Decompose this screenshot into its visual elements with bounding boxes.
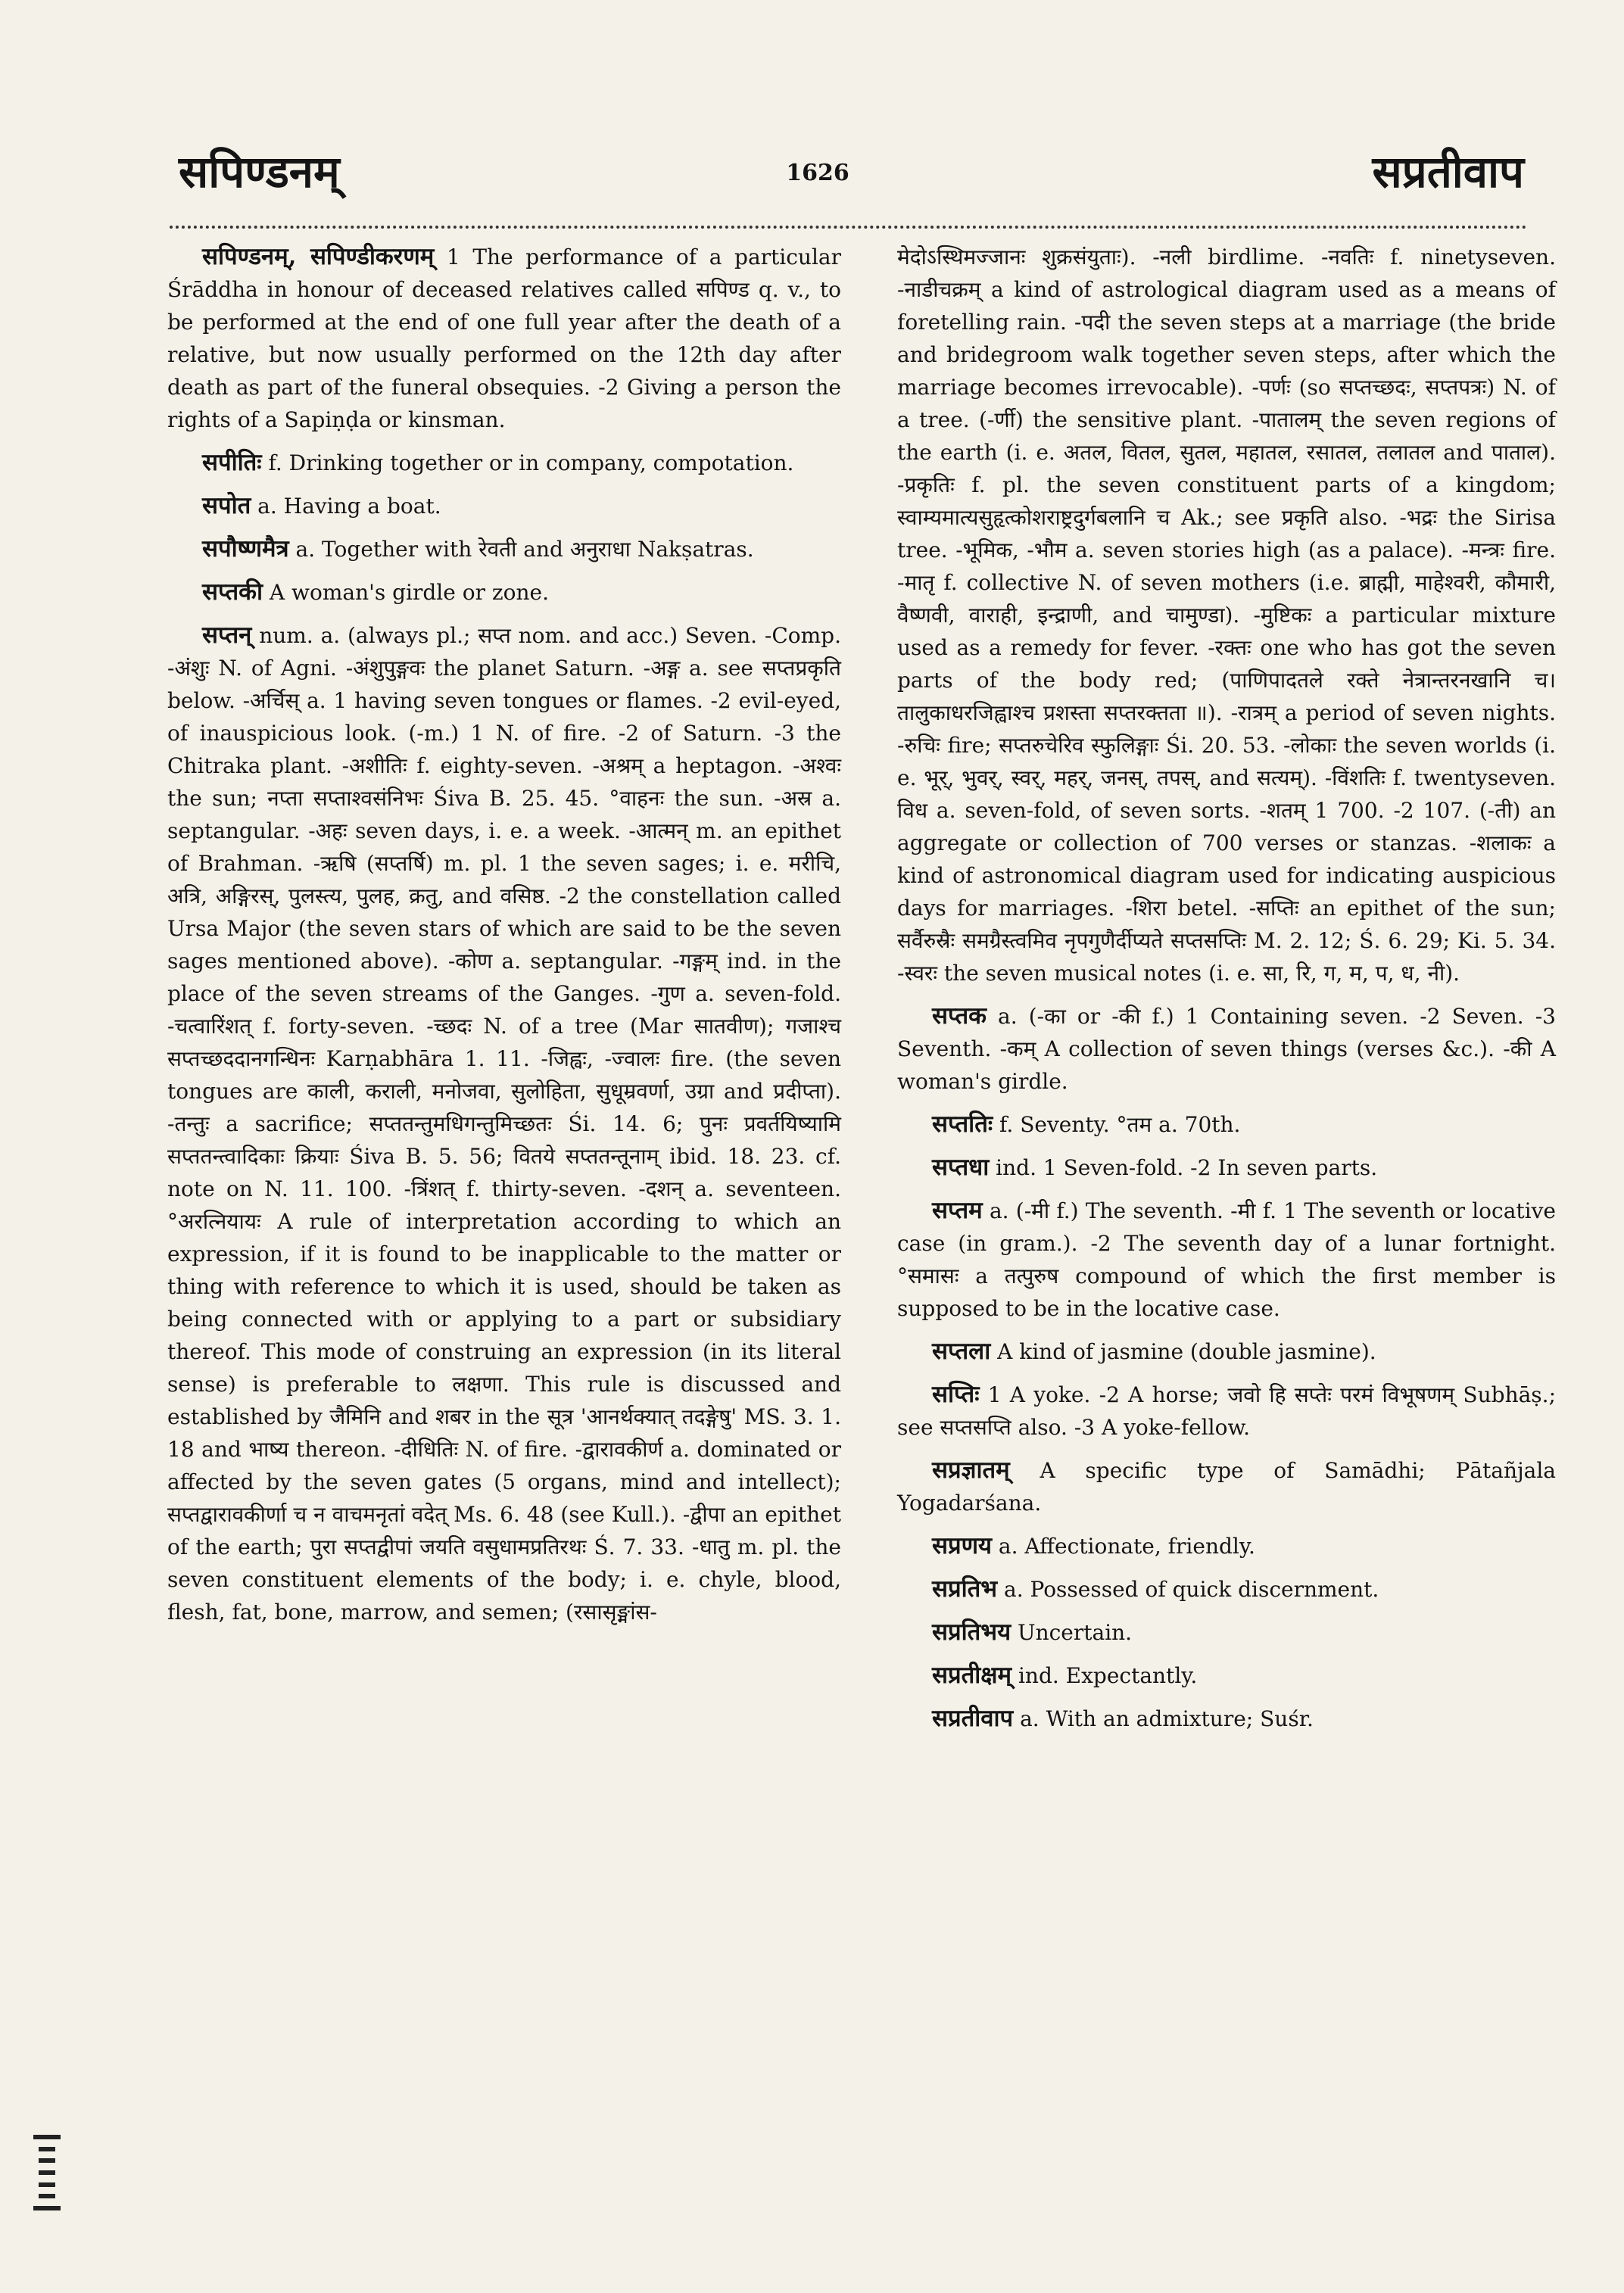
- entry: [167, 490, 841, 522]
- definition: A specific type of Samādhi; Pātañjala Yogadarśana.: [897, 1458, 1556, 1516]
- right-column: [897, 241, 1556, 1746]
- headword: सप्रतिभ: [932, 1575, 998, 1603]
- entry: [167, 576, 841, 609]
- definition: a. Together with रेवती and अनुराधा Nakṣatras.: [288, 537, 754, 562]
- definition: a. Possessed of quick discernment.: [997, 1577, 1379, 1602]
- headword: सपीतिः: [202, 449, 262, 476]
- headword: सप्तम: [932, 1197, 983, 1224]
- header-rule: [170, 226, 1527, 229]
- headword: सप्रतिभय: [932, 1618, 1011, 1646]
- headword: सप्रणय: [932, 1532, 992, 1559]
- definition: a. Having a boat.: [251, 494, 441, 519]
- definition: A kind of jasmine (double jasmine).: [990, 1339, 1376, 1364]
- left-column: [167, 241, 841, 1639]
- definition: a. With an admixture; Suśr.: [1013, 1706, 1314, 1731]
- entry: [897, 1151, 1556, 1184]
- headword: सप्रज्ञातम्: [932, 1456, 1010, 1484]
- headword: सप्तक: [932, 1002, 987, 1030]
- running-head-right: सप्रतीवाप: [1372, 146, 1524, 198]
- entry: [167, 241, 841, 436]
- definition: a. (-का or -की f.) 1 Containing seven. -2 Seven. -3 Seventh. -कम् A collection of seven things (verses &c.). -की A woman's girdle.: [897, 1004, 1556, 1094]
- definition: Uncertain.: [1011, 1620, 1133, 1645]
- running-head-left: सपिण्डनम्: [179, 146, 340, 198]
- headword: सप्तकी: [202, 578, 263, 606]
- margin-mark-icon: [33, 2135, 61, 2210]
- headword: सप्ततिः: [932, 1111, 993, 1138]
- entry: [897, 1379, 1556, 1444]
- entry-continuation: [897, 241, 1556, 989]
- entry: [167, 447, 841, 479]
- entry: [897, 1659, 1556, 1692]
- headword: सप्तिः: [932, 1381, 980, 1408]
- entry: [897, 1616, 1556, 1649]
- headword: सप्तला: [932, 1338, 991, 1365]
- definition: a. Affectionate, friendly.: [992, 1534, 1255, 1559]
- entry: [897, 1703, 1556, 1735]
- entry: [167, 619, 841, 1628]
- entry: [897, 1573, 1556, 1606]
- headword: सप्तन्: [202, 622, 252, 649]
- entry: [897, 1335, 1556, 1368]
- definition: a. (-मी f.) The seventh. -मी f. 1 The seventh or locative case (in gram.). -2 The seventh day of a lunar fortnight. °समासः a तत्पुरुष compound of which the first member is supposed to be in the locative case.: [897, 1198, 1556, 1321]
- headword: सप्रतीवाप: [932, 1705, 1014, 1732]
- entry: [897, 1108, 1556, 1141]
- definition: A woman's girdle or zone.: [263, 580, 549, 605]
- definition: 1 A yoke. -2 A horse; जवो हि सप्तेः परमं विभूषणम् Subhāṣ.; see सप्तसप्ति also. -3 A yoke-fellow.: [897, 1382, 1556, 1440]
- definition: 1 The performance of a particular Śrāddha in honour of deceased relatives called सपिण्ड q. v., to be performed at the end of one full year after the death of a relative, but now usually performed on the 12th day after death as part of the funeral obsequies. -2 Giving a person the rights of a Sapiṇḍa or kinsman.: [167, 245, 841, 432]
- definition: ind. Expectantly.: [1011, 1663, 1198, 1688]
- page-number: 1626: [786, 160, 849, 186]
- headword: सप्तधा: [932, 1154, 990, 1181]
- headword: सपौष्णमैत्र: [202, 535, 289, 562]
- headword: सपिण्डनम्, सपिण्डीकरणम्: [202, 243, 435, 270]
- headword: सप्रतीक्षम्: [932, 1662, 1012, 1689]
- entry: [897, 1195, 1556, 1325]
- definition: मेदोऽस्थिमज्जानः शुक्रसंयुताः). -नली birdlime. -नवतिः f. ninetyseven. -नाडीचक्रम् a kind of astrological diagram used as a means of foretelling rain. -पदी the seven steps at a marriage (the bride and bridegroom walk together seven steps, after which the marriage becomes irrevocable). -पर्णः (so सप्तच्छदः, सप्तपत्रः) N. of a tree. (-र्णी) the sensitive plant. -पातालम् the seven regions of the earth (i. e. अतल, वितल, सुतल, महातल, रसातल, तलातल and पाताल). -प्रकृतिः f. pl. the seven constituent parts of a kingdom; स्वाम्यमात्यसुहृत्कोशराष्ट्रदुर्गबलानि च Ak.; see प्रकृति also. -भद्रः the Sirisa tree. -भूमिक, -भौम a. seven stories high (as a palace). -मन्त्रः fire. -मातृ f. collective N. of seven mothers (i.e. ब्राह्मी, माहेश्वरी, कौमारी, वैष्णवी, वाराही, इन्द्राणी, and चामुण्डा). -मुष्टिकः a particular mixture used as a remedy for fever. -रक्तः one who has got the seven parts of the body red; (पाणिपादतले रक्ते नेत्रान्तरनखानि च। तालुकाधरजिह्वाश्च प्रशस्ता सप्तरक्तता ॥). -रात्रम् a period of seven nights. -रुचिः fire; सप्तरुचेरिव स्फुलिङ्गाः Śi. 20. 53. -लोकाः the seven worlds (i. e. भूर्, भुवर्, स्वर्, महर्, जनस्, तपस्, and सत्यम्). -विंशतिः f. twentyseven. विध a. seven-fold, of seven sorts. -शतम् 1 700. -2 107. (-ती) an aggregate or collection of 700 verses or stanzas. -शलाकः a kind of astronomical diagram used for indicating auspicious days for marriages. -शिरा betel. -सप्तिः an epithet of the sun; सर्वैरुस्रैः समग्रैस्त्वमिव नृपगुणैर्दीप्यते सप्तसप्तिः M. 2. 12; Ś. 6. 29; Ki. 5. 34. -स्वरः the seven musical notes (i. e. सा, रि, ग, म, प, ध, नी).: [897, 245, 1557, 986]
- headword: सपोत: [202, 492, 251, 519]
- entry: [167, 533, 841, 565]
- entry: [897, 1530, 1556, 1562]
- definition: ind. 1 Seven-fold. -2 In seven parts.: [989, 1155, 1378, 1180]
- definition: f. Seventy. °तम a. 70th.: [993, 1112, 1241, 1137]
- definition: num. a. (always pl.; सप्त nom. and acc.) Seven. -Comp. -अंशुः N. of Agni. -अंशुपुङ्गवः the planet Saturn. -अङ्ग a. see सप्तप्रकृति below. -अर्चिस् a. 1 having seven tongues or flames. -2 evil-eyed, of inauspicious look. (-m.) 1 N. of fire. -2 of Saturn. -3 the Chitraka plant. -अशीतिः f. eighty-seven. -अश्रम् a heptagon. -अश्वः the sun; नप्ता सप्ताश्वसंनिभः Śiva B. 25. 45. °वाहनः the sun. -अस्र a. septangular. -अहः seven days, i. e. a week. -आत्मन् m. an epithet of Brahman. -ऋषि (सप्तर्षि) m. pl. 1 the seven sages; i. e. मरीचि, अत्रि, अङ्गिरस्, पुलस्त्य, पुलह, क्रतु, and वसिष्ठ. -2 the constellation called Ursa Major (the seven stars of which are said to be the seven sages mentioned above). -कोण a. septangular. -गङ्गम् ind. in the place of the seven streams of the Ganges. -गुण a. seven-fold. -चत्वारिंशत् f. forty-seven. -च्छदः N. of a tree (Mar सातवीण); गजाश्च सप्तच्छददानगन्धिनः Karṇabhāra 1. 11. -जिह्वः, -ज्वालः fire. (the seven tongues are काली, कराली, मनोजवा, सुलोहिता, सुधूम्रवर्णा, उग्रा and प्रदीप्ता). -तन्तुः a sacrifice; सप्ततन्तुमधिगन्तुमिच्छतः Śi. 14. 6; पुनः प्रवर्तयिष्यामि सप्ततन्त्वादिकाः क्रियाः Śiva B. 5. 56; वितये सप्ततन्तूनाम् ibid. 18. 23. cf. note on N. 11. 100. -त्रिंशत् f. thirty-seven. -दशन् a. seventeen. °अरत्नियायः A rule of interpretation according to which an expression, if it is found to be inapplicable to the matter or thing with reference to which it is used, should be taken as being connected with or applying to a part or subsidiary thereof. This mode of construing an expression (in its literal sense) is preferable to लक्षणा. This rule is discussed and established by जैमिनि and शबर in the सूत्र 'आनर्थक्यात् तदङ्गेषु' MS. 3. 1. 18 and भाष्य thereon. -दीधितिः N. of fire. -द्वारावकीर्ण a. dominated or affected by the seven gates (5 organs, mind and intellect); सप्तद्वारावकीर्णा च न वाचमनृतां वदेत् Ms. 6. 48 (see Kull.). -द्वीपा an epithet of the earth; पुरा सप्तद्वीपां जयति वसुधामप्रतिरथः Ś. 7. 33. -धातु m. pl. the seven constituent elements of the body; i. e. chyle, blood, flesh, fat, bone, marrow, and semen; (रसासृङ्मांस-: [167, 623, 841, 1625]
- definition: f. Drinking together or in company, compotation.: [261, 450, 794, 475]
- entry: [897, 1000, 1556, 1098]
- entry: [897, 1454, 1556, 1519]
